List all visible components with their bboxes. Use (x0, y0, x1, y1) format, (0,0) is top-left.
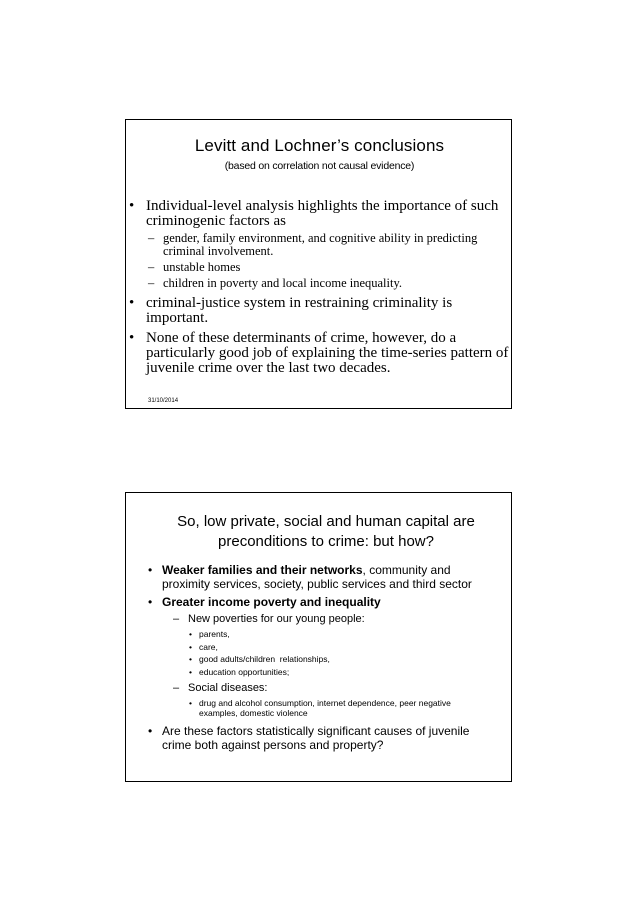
slide2-title: So, low private, social and human capital are preconditions to crime: but how? (177, 513, 475, 550)
item-text: care, (199, 641, 218, 652)
item-text: good adults/children relationships, (199, 654, 330, 664)
item-text: drug and alcohol consumption, internet dependence, peer negative examples, domestic violence (199, 698, 451, 718)
sub-text: New poverties for our young people: (188, 613, 365, 625)
slide2-item-relationships (126, 655, 513, 665)
bullet-icon: • (189, 629, 192, 639)
bullet-text: Individual-level analysis highlights the importance of such criminogenic factors as (146, 198, 499, 229)
bullet-text: , community and proximity services, society, public services and third sector (162, 563, 472, 591)
bullet-bold-text: Greater income poverty and inequality (162, 595, 381, 609)
bullet-text: criminal-justice system in restraining criminality is important. (146, 295, 453, 326)
bullet-icon: • (189, 654, 192, 664)
sub-text: children in poverty and local income inequality. (163, 276, 403, 290)
slide1-bullet-determinants (126, 331, 513, 376)
bullet-icon: • (129, 295, 135, 311)
bullet-icon: • (129, 198, 135, 214)
dash-icon: – (148, 276, 155, 290)
item-text: education opportunities; (199, 666, 290, 677)
slide2-item-drug-alcohol (126, 699, 513, 718)
sub-text: unstable homes (163, 260, 241, 274)
bullet-icon: • (148, 563, 153, 577)
slide-levitt-lochner (125, 119, 512, 409)
slide1-subtitle: (based on correlation not causal evidence) (224, 160, 415, 172)
slide1-body (126, 199, 513, 376)
bullet-icon: • (148, 724, 153, 738)
slide2-item-care (126, 643, 513, 653)
slide2-sub-new-poverties (126, 613, 513, 626)
bullet-icon: • (148, 595, 153, 609)
item-text: parents, (199, 629, 230, 639)
slide2-bullet-income-poverty (126, 595, 513, 609)
slide1-title: Levitt and Lochner’s conclusions (194, 136, 445, 155)
slide2-sub-social-diseases (126, 682, 513, 695)
dash-icon: – (148, 231, 155, 245)
bullet-icon: • (189, 698, 192, 708)
slide1-bullet-individual-level (126, 199, 513, 229)
slide2-bullet-statistically-significant (126, 724, 513, 752)
slide1-sub-children-poverty (126, 277, 513, 290)
sub-text: gender, family environment, and cognitive ability in predicting criminal involvement. (163, 231, 478, 258)
bullet-icon: • (129, 330, 135, 346)
slide2-body (126, 563, 513, 756)
bullet-text: Are these factors statistically significant causes of juvenile crime both against persons and property? (162, 724, 470, 752)
bullet-bold-text: Weaker families and their networks (162, 563, 363, 577)
bullet-icon: • (189, 666, 192, 677)
bullet-text: None of these determinants of crime, however, do a particularly good job of explaining the time-series pattern of juvenile crime over the last two decades. (146, 330, 509, 376)
slide-capital-preconditions (125, 492, 512, 782)
dash-icon: – (148, 260, 155, 274)
slide2-item-parents (126, 630, 513, 640)
sub-text: Social diseases: (188, 682, 268, 694)
bullet-icon: • (189, 641, 192, 652)
slide1-date: 31/10/2014 (148, 398, 179, 404)
slide1-bullet-criminal-justice (126, 296, 513, 326)
slide1-sub-gender (126, 232, 513, 258)
slide1-sub-unstable-homes (126, 261, 513, 274)
dash-icon: – (173, 682, 180, 694)
slide2-bullet-weaker-families (126, 563, 513, 591)
slide2-item-education (126, 668, 513, 678)
dash-icon: – (173, 613, 180, 625)
